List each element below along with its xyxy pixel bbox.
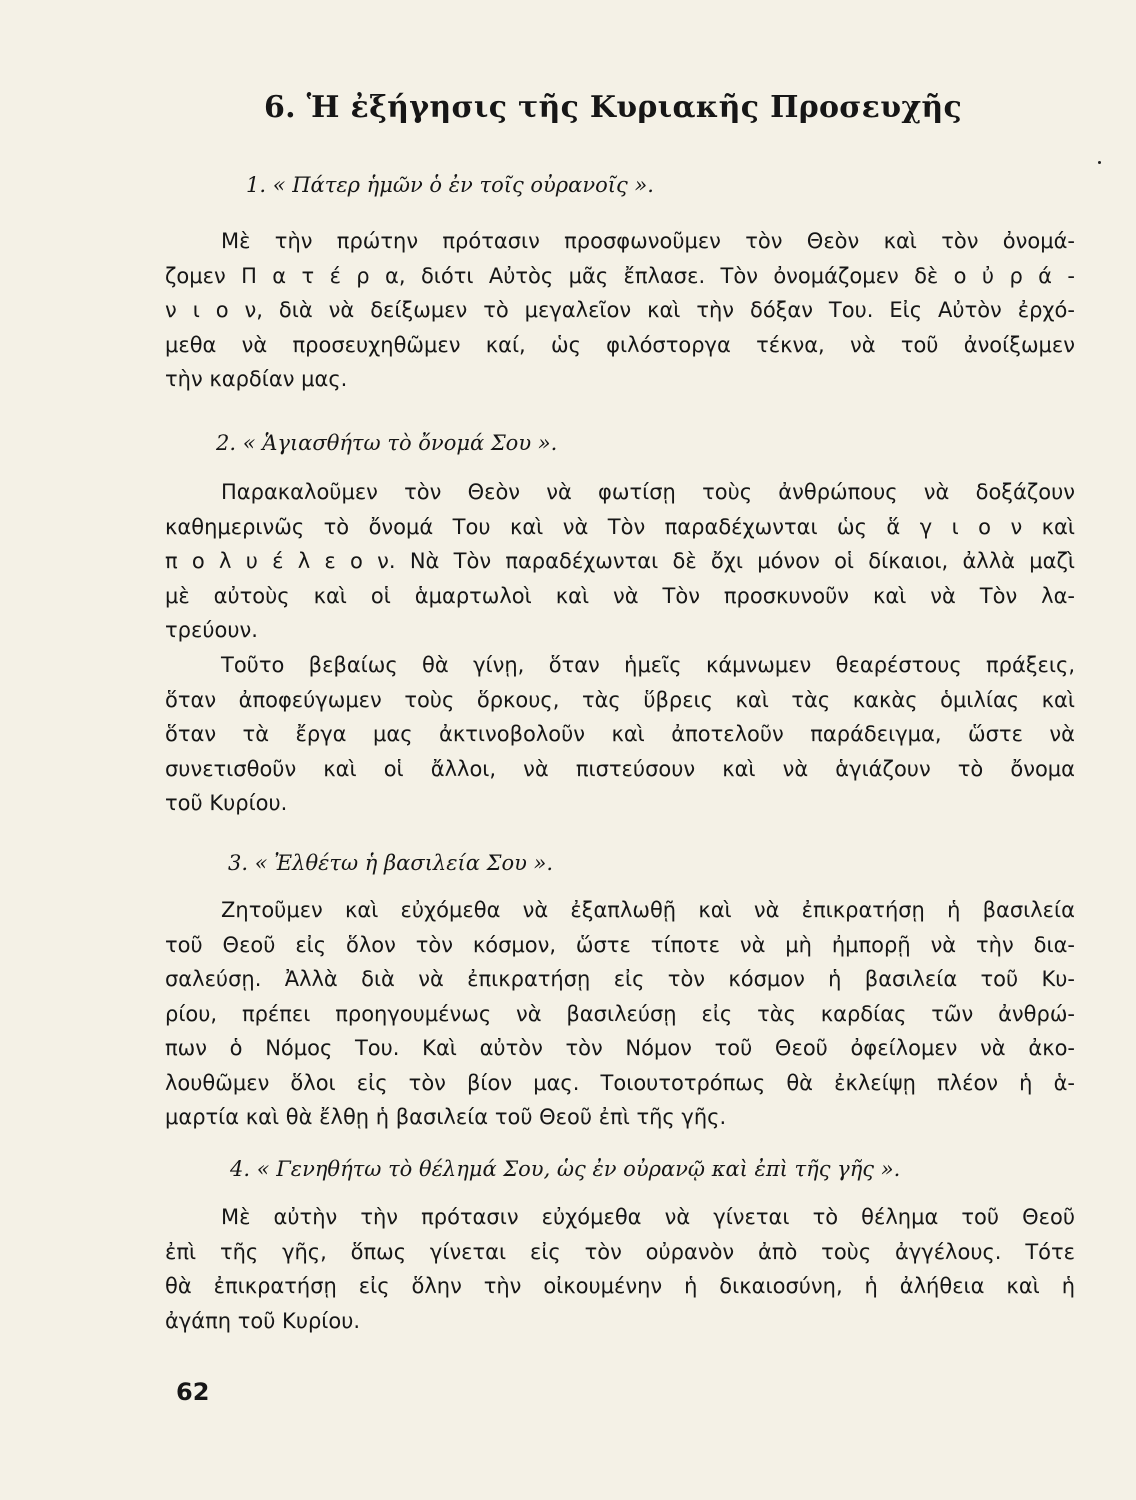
text-line: τρεύουν. [165, 618, 258, 642]
text-line: Ζητοῦμεν καὶ εὐχόμεθα νὰ ἐξαπλωθῇ καὶ νὰ ἐπικρατήσῃ ἡ βασιλεία [221, 898, 1075, 922]
text-line: ρίου, πρέπει προηγουμένως νὰ βασιλεύσῃ εἰς τὰς καρδίας τῶν ἀνθρώ- [165, 1001, 1075, 1026]
text-line: καθημερινῶς τὸ ὄνομά Του καὶ νὰ Τὸν παραδέχωνται ὡς ἅ γ ι ο ν καὶ [165, 514, 1075, 539]
chapter-title: 6. Ἡ ἐξήγησις τῆς Κυριακῆς Προσευχῆς [264, 90, 963, 125]
section-heading-1: 1. « Πάτερ ἡμῶν ὁ ἐν τοῖς οὐρανοῖς ». [246, 173, 654, 197]
section-heading-4: 4. « Γενηθήτω τὸ θέλημά Σου, ὡς ἐν οὐρανῷ καὶ ἐπὶ τῆς γῆς ». [230, 1157, 901, 1181]
page-number: 62 [176, 1378, 210, 1406]
text-line: θὰ ἐπικρατήσῃ εἰς ὅλην τὴν οἰκουμένην ἡ δικαιοσύνη, ἡ ἀλήθεια καὶ ἡ [165, 1274, 1075, 1298]
text-line: Μὲ τὴν πρώτην πρότασιν προσφωνοῦμεν τὸν Θεὸν καὶ τὸν ὀνομά- [221, 229, 1075, 253]
text-line: μαρτία καὶ θὰ ἔλθῃ ἡ βασιλεία τοῦ Θεοῦ ἐπὶ τῆς γῆς. [165, 1105, 727, 1129]
text-line: ὅταν τὰ ἔργα μας ἀκτινοβολοῦν καὶ ἀποτελοῦν παράδειγμα, ὥστε νὰ [165, 722, 1075, 746]
text-line: ἀγάπη τοῦ Κυρίου. [165, 1308, 361, 1333]
text-line: λουθῶμεν ὅλοι εἰς τὸν βίον μας. Τοιουτοτρόπως θὰ ἐκλείψῃ πλέον ἡ ἁ- [165, 1070, 1075, 1095]
text-line: Μὲ αὐτὴν τὴν πρότασιν εὐχόμεθα νὰ γίνεται τὸ θέλημα τοῦ Θεοῦ [221, 1205, 1075, 1229]
section-heading-3: 3. « Ἐλθέτω ἡ βασιλεία Σου ». [228, 851, 554, 875]
text-line: ζομεν Π α τ έ ρ α, διότι Αὐτὸς μᾶς ἔπλασε. Τὸν ὀνομάζομεν δὲ ο ὐ ρ ά - [165, 263, 1075, 288]
text-line: συνετισθοῦν καὶ οἱ ἄλλοι, νὰ πιστεύσουν καὶ νὰ ἁγιάζουν τὸ ὄνομα [165, 756, 1075, 781]
text-line: Τοῦτο βεβαίως θὰ γίνῃ, ὅταν ἡμεῖς κάμνωμεν θεαρέστους πράξεις, [221, 653, 1075, 677]
text-line: τοῦ Θεοῦ εἰς ὅλον τὸν κόσμον, ὥστε τίποτε νὰ μὴ ἠμπορῇ νὰ τὴν δια- [165, 932, 1075, 957]
section-2-paragraph-2 [165, 648, 1075, 821]
text-line: ὅταν ἀποφεύγωμεν τοὺς ὅρκους, τὰς ὕβρεις καὶ τὰς κακὰς ὁμιλίας καὶ [165, 687, 1075, 712]
text-line: Παρακαλοῦμεν τὸν Θεὸν νὰ φωτίσῃ τοὺς ἀνθρώπους νὰ δοξάζουν [221, 480, 1075, 504]
text-line: μεθα νὰ προσευχηθῶμεν καί, ὡς φιλόστοργα τέκνα, νὰ τοῦ ἀνοίξωμεν [165, 332, 1075, 357]
section-2-paragraph-1 [165, 475, 1075, 648]
section-3-paragraph-1 [165, 893, 1075, 1135]
ink-speck [1098, 161, 1101, 164]
text-line: ν ι ο ν, διὰ νὰ δείξωμεν τὸ μεγαλεῖον καὶ τὴν δόξαν Του. Εἰς Αὐτὸν ἐρχό- [165, 298, 1075, 322]
text-line: τοῦ Κυρίου. [165, 791, 288, 815]
section-4-paragraph-1 [165, 1200, 1075, 1338]
section-heading-2: 2. « Ἁγιασθήτω τὸ ὄνομά Σου ». [216, 431, 558, 455]
text-line: πων ὁ Νόμος Του. Καὶ αὐτὸν τὸν Νόμον τοῦ Θεοῦ ὀφείλομεν νὰ ἀκο- [165, 1036, 1075, 1060]
text-line: ἐπὶ τῆς γῆς, ὅπως γίνεται εἰς τὸν οὐρανὸν ἀπὸ τοὺς ἀγγέλους. Τότε [165, 1239, 1075, 1264]
text-line: μὲ αὐτοὺς καὶ οἱ ἁμαρτωλοὶ καὶ νὰ Τὸν προσκυνοῦν καὶ νὰ Τὸν λα- [165, 583, 1075, 608]
section-1-paragraph-1 [165, 224, 1075, 397]
text-line: π ο λ υ έ λ ε ο ν. Νὰ Τὸν παραδέχωνται δὲ ὄχι μόνον οἱ δίκαιοι, ἀλλὰ μαζὶ [165, 549, 1075, 573]
text-line: σαλεύσῃ. Ἀλλὰ διὰ νὰ ἐπικρατήσῃ εἰς τὸν κόσμον ἡ βασιλεία τοῦ Κυ- [165, 967, 1075, 991]
text-line: τὴν καρδίαν μας. [165, 367, 348, 391]
